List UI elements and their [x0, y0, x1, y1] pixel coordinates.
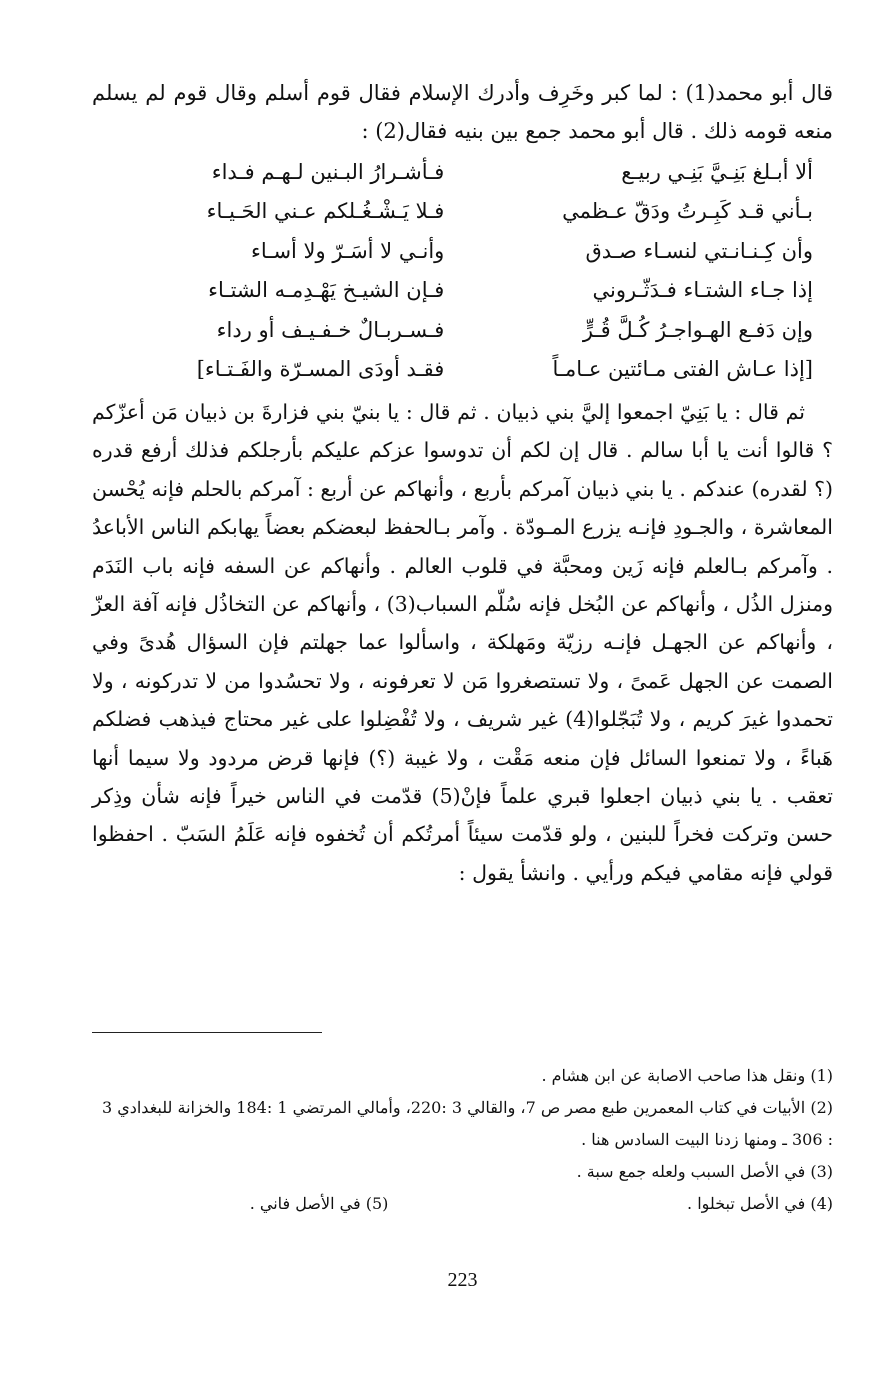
verse-second-hemistich: فـأشـرارُ البـنين لـهـم فـداء	[211, 159, 445, 184]
intro-paragraph: قال أبو محمد(1) : لما كبر وخَرِف وأدرك الإسلام فقال قوم أسلم وقال قوم لم يسلم منعه قومه ذلك . قال أبو محمد جمع بين بنيه فقال(2) :	[92, 81, 833, 143]
footnote-1: (1) ونقل هذا صاحب الاصابة عن ابن هشام .	[541, 1066, 833, 1085]
verse-second-hemistich: فـسـربـالٌ خـفـيـف أو رداء	[216, 317, 445, 342]
poem-verse	[104, 350, 813, 390]
verse-first-hemistich: [إذا عـاش الفتى مـائتين عـامـاً	[552, 357, 813, 382]
verse-second-hemistich: وأنـي لا أسَـرّ ولا أسـاء	[251, 238, 445, 263]
poem-verse	[104, 271, 813, 311]
footnotes	[92, 1060, 833, 1220]
poem-verse	[104, 152, 813, 192]
verse-first-hemistich: ألا أبـلغ بَنِـيَّ بَنِـي ربيـع	[621, 159, 813, 184]
footnote-2: (2) الأبيات في كتاب المعمرين طبع مصر ص 7، والقالي 3 :220، وأمالي المرتضي 1 :184 والخزانة للبغدادي 3 : 306 ـ ومنها زدنا البيت السادس هنا .	[101, 1098, 833, 1149]
verse-second-hemistich: فقـد أودَى المسـرّة والفَـتـاء]	[196, 357, 445, 382]
footnote-divider	[92, 1032, 322, 1033]
verse-first-hemistich: بـأني قـد كَبِـرتُ ودَقّ عـظمي	[562, 199, 813, 224]
footnote-row	[92, 1188, 833, 1220]
verse-first-hemistich: وإن دَفـع الهـواجـرُ كُـلَّ قُـرٍّ	[582, 317, 813, 342]
footnote-5: (5) في الأصل فاني .	[249, 1194, 389, 1213]
poem-verse	[104, 310, 813, 350]
page-number: 223	[447, 1269, 478, 1291]
body-paragraph: ثم قال : يا بَنِيّ اجمعوا إليَّ بني ذبيان . ثم قال : يا بنيّ بني فزارةَ بن ذبيان مَن أعزّكم ؟ قالوا أنت يا أبا سالم . قال إن لكم أن تدوسوا عزكم عليكم بأرجلكم فذلك أرفع قدره (؟ لقدره) عندكم . يا بني ذبيان آمركم بأربع ، وأنهاكم عن أربع : آمركم بالحلم فإنه يُحْسن المعاشرة ، والجـودِ فإنـه يزرع المـودّة . وآمر بـالحفظ لبعضكم بعضاً يهابكم الناس الأباعدُ . وآمركم بـالعلم فإنه زَين ومحبَّة في قلوب العالم . وأنهاكم عن السفه فإنه باب النَدَم ومنزل الذُل ، وأنهاكم عن البُخل فإنه سُلّم السباب(3) ، وأنهاكم عن التخاذُل فإنه آفة العزّ ، وأنهاكم عن الجهـل فإنـه رزيّة ومَهلكة ، واسألوا عما جهلتم فإن السؤال هُدىً وفي الصمت عن الجهل عَمىً ، ولا تستصغروا مَن لا تعرفونه ، ولا تحسُدوا من لا تدركونه ، ولا تحمدوا غيرَ كريم ، ولا تُبَجّلوا(4) غير شريف ، ولا تُفْضِلوا على غير محتاج فيذهب فضلكم هَباءً ، ولا تمنعوا السائل فإن منعه مَقْت ، ولا غيبة (؟) فإنها قرض مردود ولا سيما أنها تعقب . يا بني ذبيان اجعلوا قبري علماً فإنْ(5) قدّمت في الناس خيراً فإنه شأن وذِكر حسن وتركت فخراً للبنين ، ولو قدّمت سيئاً أمرتُكم أن تُخفوه فإنه عَلَمُ السَبّ . احفظوا قولي فإنه مقامي فيكم ورأيي . وانشأ يقول :	[92, 400, 833, 885]
footnote-3: (3) في الأصل السبب ولعله جمع سبة .	[576, 1162, 833, 1181]
footnote-4: (4) في الأصل تبخلوا .	[687, 1194, 833, 1213]
poem-verse	[104, 192, 813, 232]
poem-verse	[104, 231, 813, 271]
verse-first-hemistich: وأن كِـنـانـتي لنسـاء صـدق	[585, 238, 813, 263]
verse-second-hemistich: فـلا يَـشْـغُـلكم عـني الحَـيـاء	[206, 199, 445, 224]
verse-second-hemistich: فـإن الشيـخ يَهْـدِمـه الشتـاء	[208, 278, 445, 303]
poem	[104, 152, 813, 389]
page	[92, 74, 833, 1381]
verse-first-hemistich: إذا جـاء الشتـاء فـدَثّـروني	[592, 278, 813, 303]
